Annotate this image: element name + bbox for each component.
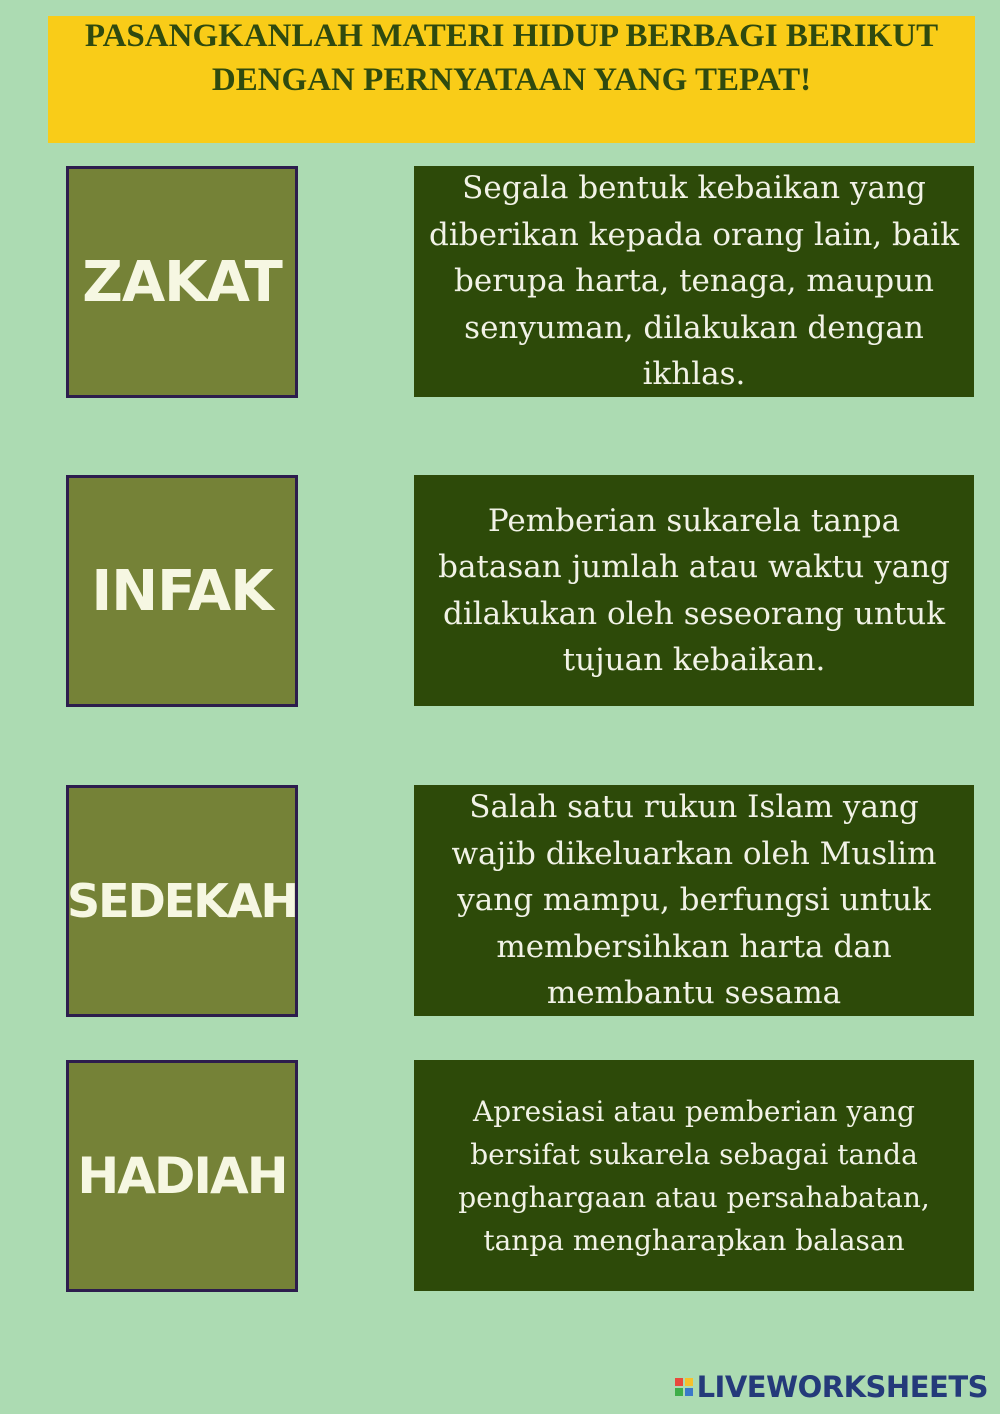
liveworksheets-logo [675,1370,988,1404]
definition-box[interactable] [414,475,974,706]
logo-square [685,1388,693,1396]
logo-square [685,1378,693,1386]
term-label: HADIAH [77,1147,287,1205]
term-box-infak[interactable] [66,475,298,707]
definition-text: Segala bentuk kebaikan yang diberikan kepada orang lain, baik berupa harta, tenaga, maupun senyuman, dilakukan dengan ikhlas. [428,170,960,393]
logo-text: LIVEWORKSHEETS [696,1370,988,1404]
term-box-zakat[interactable] [66,166,298,398]
logo-square [675,1388,683,1396]
term-box-sedekah[interactable] [66,785,298,1017]
definition-box[interactable] [414,785,974,1016]
definition-box[interactable] [414,166,974,397]
logo-square [675,1378,683,1386]
definition-box[interactable] [414,1060,974,1291]
term-label: SEDEKAH [67,874,297,928]
definition-text: Salah satu rukun Islam yang wajib dikeluarkan oleh Muslim yang mampu, berfungsi untuk membersihkan harta dan membantu sesama [451,789,937,1012]
page-title: PASANGKANLAH MATERI HIDUP BERBAGI BERIKUT DENGAN PERNYATAAN YANG TEPAT! [84,18,939,98]
term-box-hadiah[interactable] [66,1060,298,1292]
definition-text: Pemberian sukarela tanpa batasan jumlah atau waktu yang dilakukan oleh seseorang untuk tujuan kebaikan. [438,502,950,678]
term-label: INFAK [91,558,273,624]
logo-icon [675,1378,693,1396]
definition-text: Apresiasi atau pemberian yang bersifat sukarela sebagai tanda penghargaan atau persahabatan, tanpa mengharapkan balasan [458,1094,930,1257]
term-label: ZAKAT [82,249,282,315]
